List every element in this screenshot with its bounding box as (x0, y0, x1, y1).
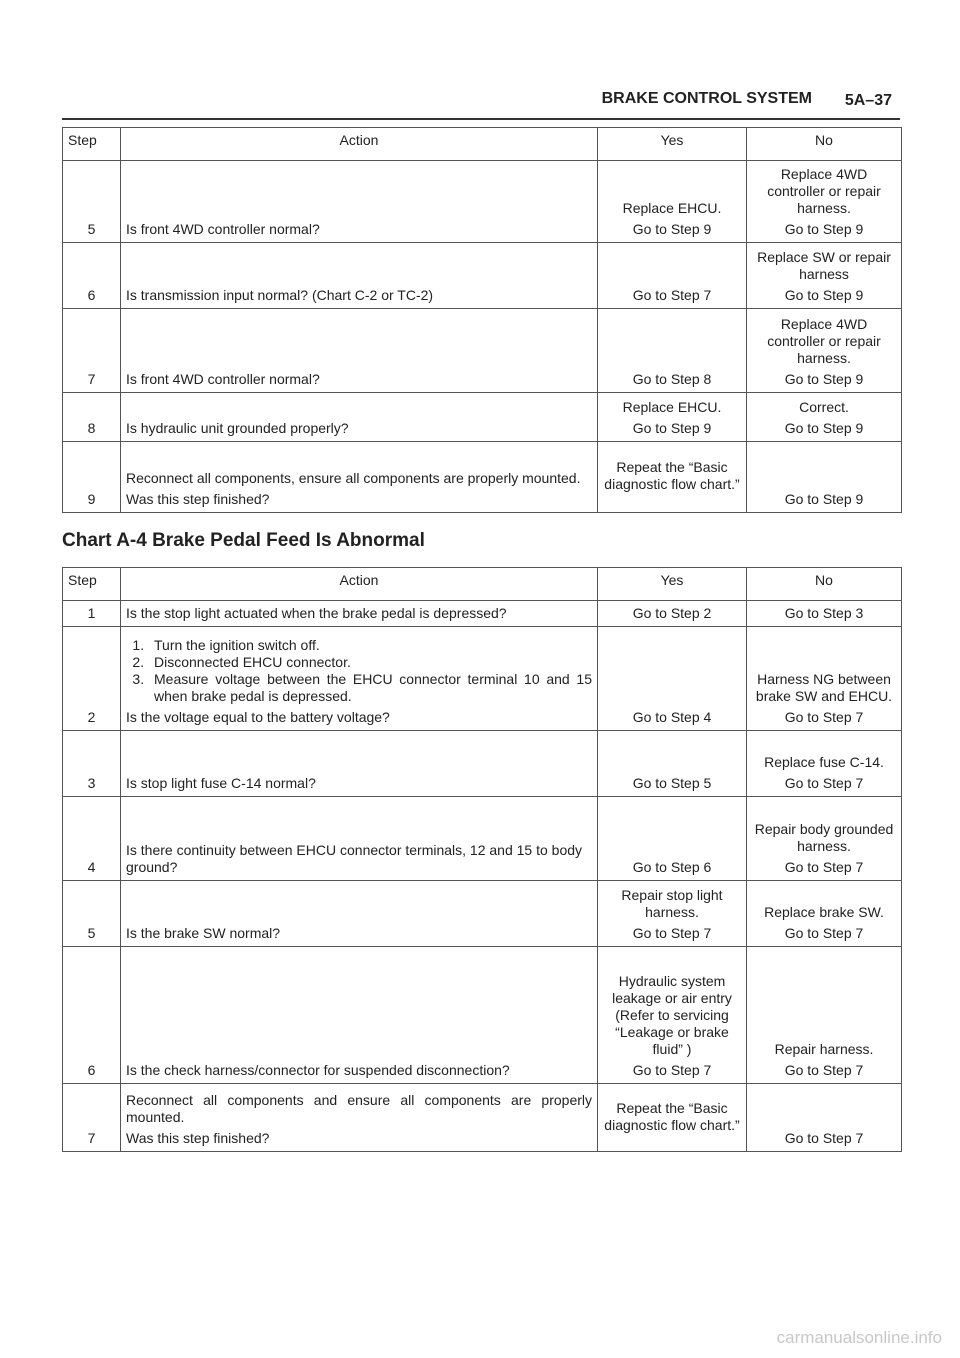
column-header-step: Step (63, 568, 121, 601)
no-goto: Go to Step 7 (784, 1062, 864, 1078)
diagnostic-table-2 (62, 567, 902, 1152)
yes-cell (598, 309, 747, 393)
diagnostic-table-1 (62, 127, 902, 513)
yes-goto: Go to Step 7 (632, 1062, 712, 1078)
action-question: Is the voltage equal to the battery voltage? (126, 709, 390, 725)
column-header-yes: Yes (598, 128, 747, 161)
action-text: Reconnect all components, ensure all components are properly mounted. (126, 470, 581, 486)
step-number: 7 (63, 1084, 121, 1152)
no-text: Replace 4WD controller or repair harness. (767, 316, 881, 366)
yes-goto: Go to Step 6 (632, 859, 712, 875)
yes-goto: Go to Step 7 (632, 287, 712, 303)
column-header-action: Action (121, 128, 598, 161)
action-text: Is the stop light actuated when the brake pedal is depressed? (121, 601, 598, 627)
column-header-no: No (747, 568, 902, 601)
yes-goto: Go to Step 4 (632, 709, 712, 725)
action-cell (121, 1084, 598, 1152)
table-row (63, 881, 902, 947)
section-title: BRAKE CONTROL SYSTEM (601, 90, 812, 107)
step-number: 5 (63, 161, 121, 243)
yes-text: Hydraulic system leakage or air entry (Refer to servicing “Leakage or brake fluid” ) (612, 973, 732, 1057)
page-number: 5A–37 (844, 92, 892, 109)
yes-text: Replace EHCU. (622, 399, 722, 415)
table-row (63, 947, 902, 1084)
no-text: Repair harness. (774, 1041, 874, 1057)
table-row (63, 797, 902, 881)
no-text: Harness NG between brake SW and EHCU. (755, 671, 893, 704)
yes-cell (598, 243, 747, 309)
table-row (63, 601, 902, 627)
yes-cell (598, 797, 747, 881)
action-text: Is there continuity between EHCU connector terminals, 12 and 15 to body ground? (121, 797, 598, 881)
yes-text: Repeat the “Basic diagnostic flow chart.” (604, 1099, 740, 1133)
no-cell (747, 1084, 902, 1152)
no-goto: Go to Step 9 (784, 491, 864, 507)
no-cell (747, 627, 902, 731)
no-text: Replace brake SW. (764, 904, 884, 920)
no-cell (747, 947, 902, 1084)
column-header-step: Step (63, 128, 121, 161)
no-cell (747, 393, 902, 442)
table-row (63, 243, 902, 309)
table-header-row (63, 568, 902, 601)
no-goto: Go to Step 7 (784, 709, 864, 725)
table-row (63, 309, 902, 393)
action-steps-list (126, 637, 592, 705)
no-goto: Go to Step 7 (784, 859, 864, 875)
column-header-yes: Yes (598, 568, 747, 601)
no-goto: Go to Step 7 (784, 925, 864, 941)
action-text: Is hydraulic unit grounded properly? (121, 393, 598, 442)
no-goto: Go to Step 9 (784, 287, 864, 303)
no-cell (747, 243, 902, 309)
column-header-no: No (747, 128, 902, 161)
no-cell (747, 442, 902, 513)
table-row (63, 731, 902, 797)
table-row (63, 442, 902, 513)
yes-goto: Go to Step 9 (632, 221, 712, 237)
yes-goto: Go to Step 5 (632, 775, 712, 791)
no-cell (747, 731, 902, 797)
action-text: Is the brake SW normal? (121, 881, 598, 947)
step-number: 5 (63, 881, 121, 947)
no-goto: Go to Step 9 (784, 371, 864, 387)
watermark: carmanualsonline.info (776, 1328, 942, 1347)
step-number: 6 (63, 947, 121, 1084)
no-text: Repair body grounded harness. (754, 821, 894, 854)
yes-text: Replace EHCU. (622, 200, 722, 216)
no-text: Replace fuse C-14. (764, 754, 884, 770)
action-text: Reconnect all components and ensure all components are properly mounted. (126, 1092, 592, 1125)
step-number: 9 (63, 442, 121, 513)
yes-cell (598, 1084, 747, 1152)
yes-text: Repair stop light harness. (621, 887, 723, 920)
yes-goto: Go to Step 9 (632, 420, 712, 436)
action-step-item: 3. Measure voltage between the EHCU connector terminal 10 and 15 when brake pedal is depressed. (148, 671, 592, 705)
step-number: 2 (63, 627, 121, 731)
yes-cell (598, 442, 747, 513)
no-goto: Go to Step 7 (784, 1130, 864, 1146)
table-row (63, 161, 902, 243)
action-step-item: 1. Turn the ignition switch off. (148, 637, 592, 654)
action-question: Was this step finished? (126, 1130, 270, 1146)
action-text: Is the check harness/connector for suspended disconnection? (121, 947, 598, 1084)
no-cell (747, 881, 902, 947)
no-goto: Go to Step 9 (784, 221, 864, 237)
table-row (63, 627, 902, 731)
no-text: Replace 4WD controller or repair harness. (767, 166, 881, 216)
step-number: 4 (63, 797, 121, 881)
table-row (63, 393, 902, 442)
action-text: Is front 4WD controller normal? (121, 161, 598, 243)
step-number: 6 (63, 243, 121, 309)
action-text: Is transmission input normal? (Chart C-2 or TC-2) (121, 243, 598, 309)
step-number: 8 (63, 393, 121, 442)
action-step-item: 2. Disconnected EHCU connector. (148, 654, 592, 671)
action-cell (121, 627, 598, 731)
no-goto: Go to Step 9 (784, 420, 864, 436)
yes-cell (598, 881, 747, 947)
chart-title: Chart A-4 Brake Pedal Feed Is Abnormal (62, 530, 425, 551)
action-cell (121, 442, 598, 513)
no-goto: Go to Step 3 (747, 601, 902, 627)
yes-goto: Go to Step 8 (632, 371, 712, 387)
no-cell (747, 309, 902, 393)
step-number: 7 (63, 309, 121, 393)
table-header-row (63, 128, 902, 161)
yes-cell (598, 161, 747, 243)
no-cell (747, 161, 902, 243)
action-text: Is front 4WD controller normal? (121, 309, 598, 393)
column-header-action: Action (121, 568, 598, 601)
yes-cell (598, 393, 747, 442)
no-text: Replace SW or repair harness (757, 249, 891, 282)
yes-cell (598, 731, 747, 797)
action-text: Is stop light fuse C-14 normal? (121, 731, 598, 797)
no-goto: Go to Step 7 (784, 775, 864, 791)
yes-goto: Go to Step 7 (632, 925, 712, 941)
yes-cell (598, 947, 747, 1084)
action-question: Was this step finished? (126, 491, 270, 507)
step-number: 1 (63, 601, 121, 627)
yes-text: Repeat the “Basic diagnostic flow chart.” (604, 459, 740, 492)
step-number: 3 (63, 731, 121, 797)
page-header (62, 86, 900, 120)
no-cell (747, 797, 902, 881)
yes-goto: Go to Step 2 (598, 601, 747, 627)
table-row (63, 1084, 902, 1152)
no-text: Correct. (799, 399, 849, 415)
yes-cell (598, 627, 747, 731)
